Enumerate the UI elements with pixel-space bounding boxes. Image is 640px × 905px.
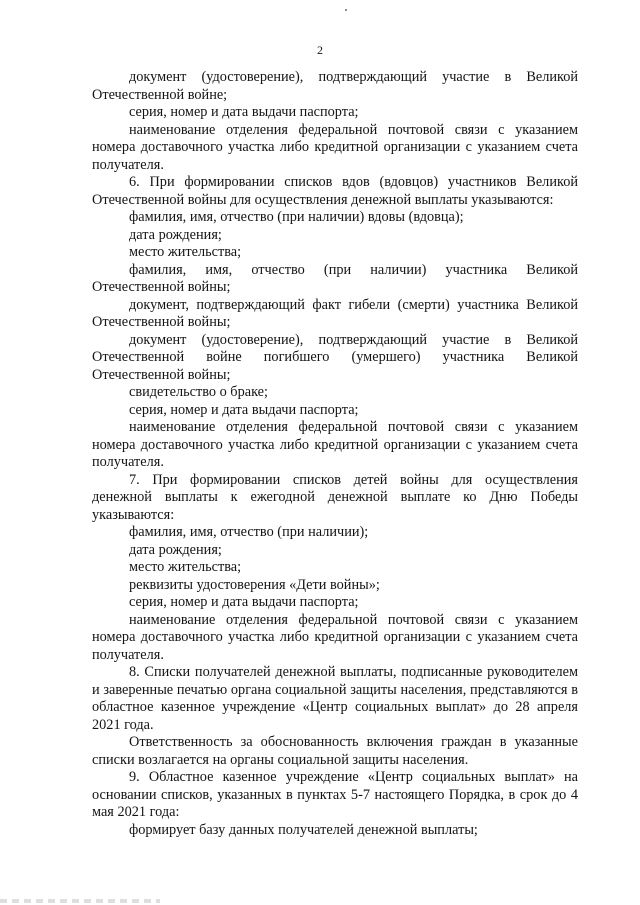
scan-footer-marks xyxy=(0,899,160,903)
paragraph: формирует базу данных получателей денежной выплаты; xyxy=(129,821,478,838)
paragraph: документ (удостоверение), подтверждающий участие в Великой Отечественной войне погибшего (умершего) участника Великой Отечественной войны; xyxy=(92,331,578,383)
paragraph: 8. Списки получателей денежной выплаты, подписанные руководителем и заверенные печатью органа социальной защиты населения, представляются в областное казенное учреждение «Центр социальных выплат» до 28 апреля 2021 года. xyxy=(92,664,578,733)
paragraph: наименование отделения федеральной почтовой связи с указанием номера доставочного участка либо кредитной организации с указанием счета получателя. xyxy=(92,419,578,470)
paragraph: фамилия, имя, отчество (при наличии) вдовы (вдовца); xyxy=(129,209,464,225)
paragraph: 7. При формировании списков детей войны для осуществления денежной выплаты к ежегодной денежной выплате ко Дню Победы указываются: xyxy=(92,471,578,523)
paragraph: место жительства; xyxy=(129,559,242,575)
paragraph: дата рождения; xyxy=(129,226,222,243)
paragraph: наименование отделения федеральной почтовой связи с указанием номера доставочного участка либо кредитной организации с указанием счета получателя. xyxy=(92,611,578,663)
scan-dot-mark xyxy=(345,9,347,11)
paragraph: фамилия, имя, отчество (при наличии) участника Великой Отечественной войны; xyxy=(92,261,578,295)
paragraph: 9. Областное казенное учреждение «Центр социальных выплат» на основании списков, указанных в пунктах 5-7 настоящего Порядка, в срок до 4 мая 2021 года: xyxy=(92,769,578,820)
paragraph: документ, подтверждающий факт гибели (смерти) участника Великой Отечественной войны; xyxy=(92,296,578,330)
paragraph: Ответственность за обоснованность включения граждан в указанные списки возлагается на органы социальной защиты населения. xyxy=(92,734,578,768)
paragraph: серия, номер и дата выдачи паспорта; xyxy=(129,594,359,610)
paragraph: серия, номер и дата выдачи паспорта; xyxy=(129,104,359,120)
paragraph: фамилия, имя, отчество (при наличии); xyxy=(129,524,369,540)
page-number: 2 xyxy=(317,43,323,57)
document-body xyxy=(92,69,578,839)
paragraph: серия, номер и дата выдачи паспорта; xyxy=(129,401,359,418)
paragraph: наименование отделения федеральной почтовой связи с указанием номера доставочного участка либо кредитной организации с указанием счета получателя. xyxy=(92,121,578,173)
paragraph: свидетельство о браке; xyxy=(129,384,268,400)
paragraph: место жительства; xyxy=(129,244,242,260)
paragraph: дата рождения; xyxy=(129,541,222,558)
paragraph: 6. При формировании списков вдов (вдовцов) участников Великой Отечественной войны для осуществления денежной выплаты указываются: xyxy=(92,174,578,208)
paragraph: документ (удостоверение), подтверждающий участие в Великой Отечественной войне; xyxy=(92,69,578,103)
paragraph: реквизиты удостоверения «Дети войны»; xyxy=(129,576,380,593)
